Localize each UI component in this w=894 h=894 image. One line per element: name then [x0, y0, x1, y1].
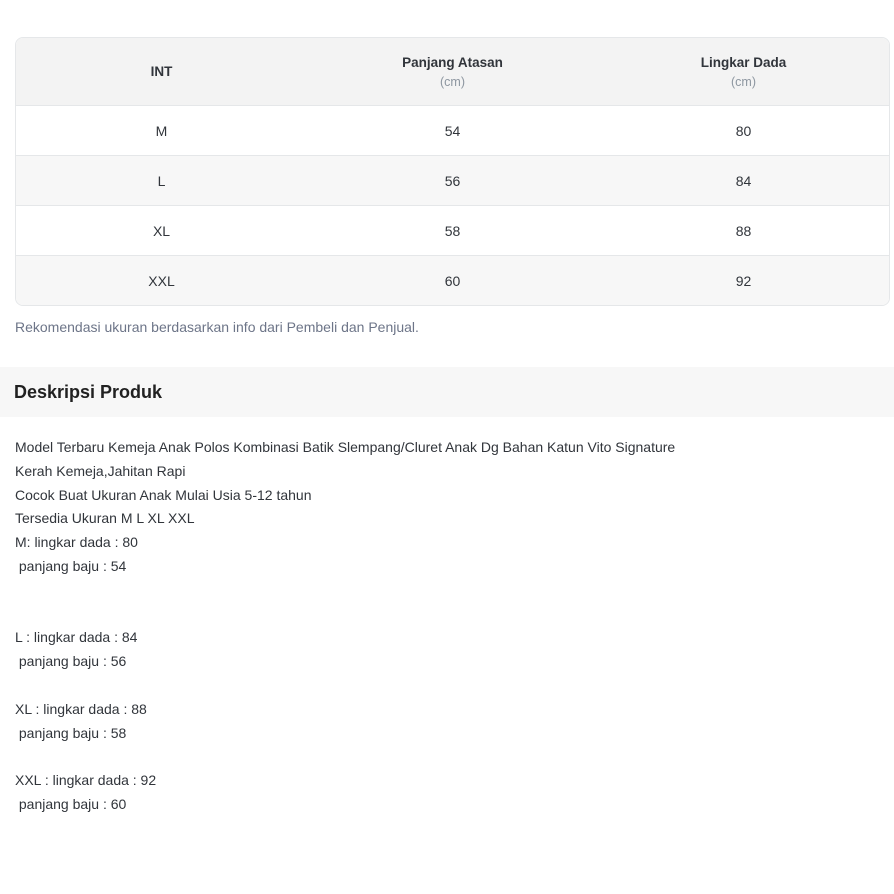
header-label: INT: [150, 64, 173, 79]
size-chart-table: [15, 37, 890, 306]
size-cell: M: [155, 122, 168, 139]
chest-cell: 92: [735, 272, 752, 289]
length-cell: 56: [444, 172, 461, 189]
length-cell: 58: [444, 222, 461, 239]
header-unit: (cm): [731, 74, 756, 89]
description-title: Deskripsi Produk: [14, 381, 163, 402]
header-panjang-atasan: [307, 38, 598, 105]
table-row: [16, 205, 889, 255]
table-row: [16, 155, 889, 205]
description-header: [0, 367, 894, 417]
description-body: Model Terbaru Kemeja Anak Polos Kombinasi Batik Slempang/Cluret Anak Dg Bahan Katun Vito Signature Kerah Kemeja,Jahitan Rapi Cocok Buat Ukuran Anak Mulai Usia 5-12 tahun Tersedia Ukuran M L XL XXL M: lingkar dada : 80 panjang baju : 54 L : lingkar dada : 84 panjang baju : 56 XL : lingkar dada : 88 panjang baju : 58 XXL : lingkar dada : 92 panjang baju : 60: [15, 439, 676, 812]
header-label: Lingkar Dada: [700, 54, 787, 70]
length-cell: 60: [444, 272, 461, 289]
size-cell: XL: [152, 222, 171, 239]
header-label: Panjang Atasan: [402, 54, 503, 70]
table-row: [16, 255, 889, 305]
header-lingkar-dada: [598, 38, 889, 105]
header-unit: (cm): [440, 74, 465, 89]
chest-cell: 80: [735, 122, 752, 139]
size-cell: XXL: [148, 272, 175, 289]
length-cell: 54: [444, 122, 461, 139]
chest-cell: 88: [735, 222, 752, 239]
size-recommendation-note: Rekomendasi ukuran berdasarkan info dari Pembeli dan Penjual.: [15, 319, 419, 335]
table-row: [16, 105, 889, 155]
chest-cell: 84: [735, 172, 752, 189]
size-cell: L: [157, 172, 166, 189]
header-int: [16, 38, 307, 105]
table-header: [16, 38, 889, 105]
